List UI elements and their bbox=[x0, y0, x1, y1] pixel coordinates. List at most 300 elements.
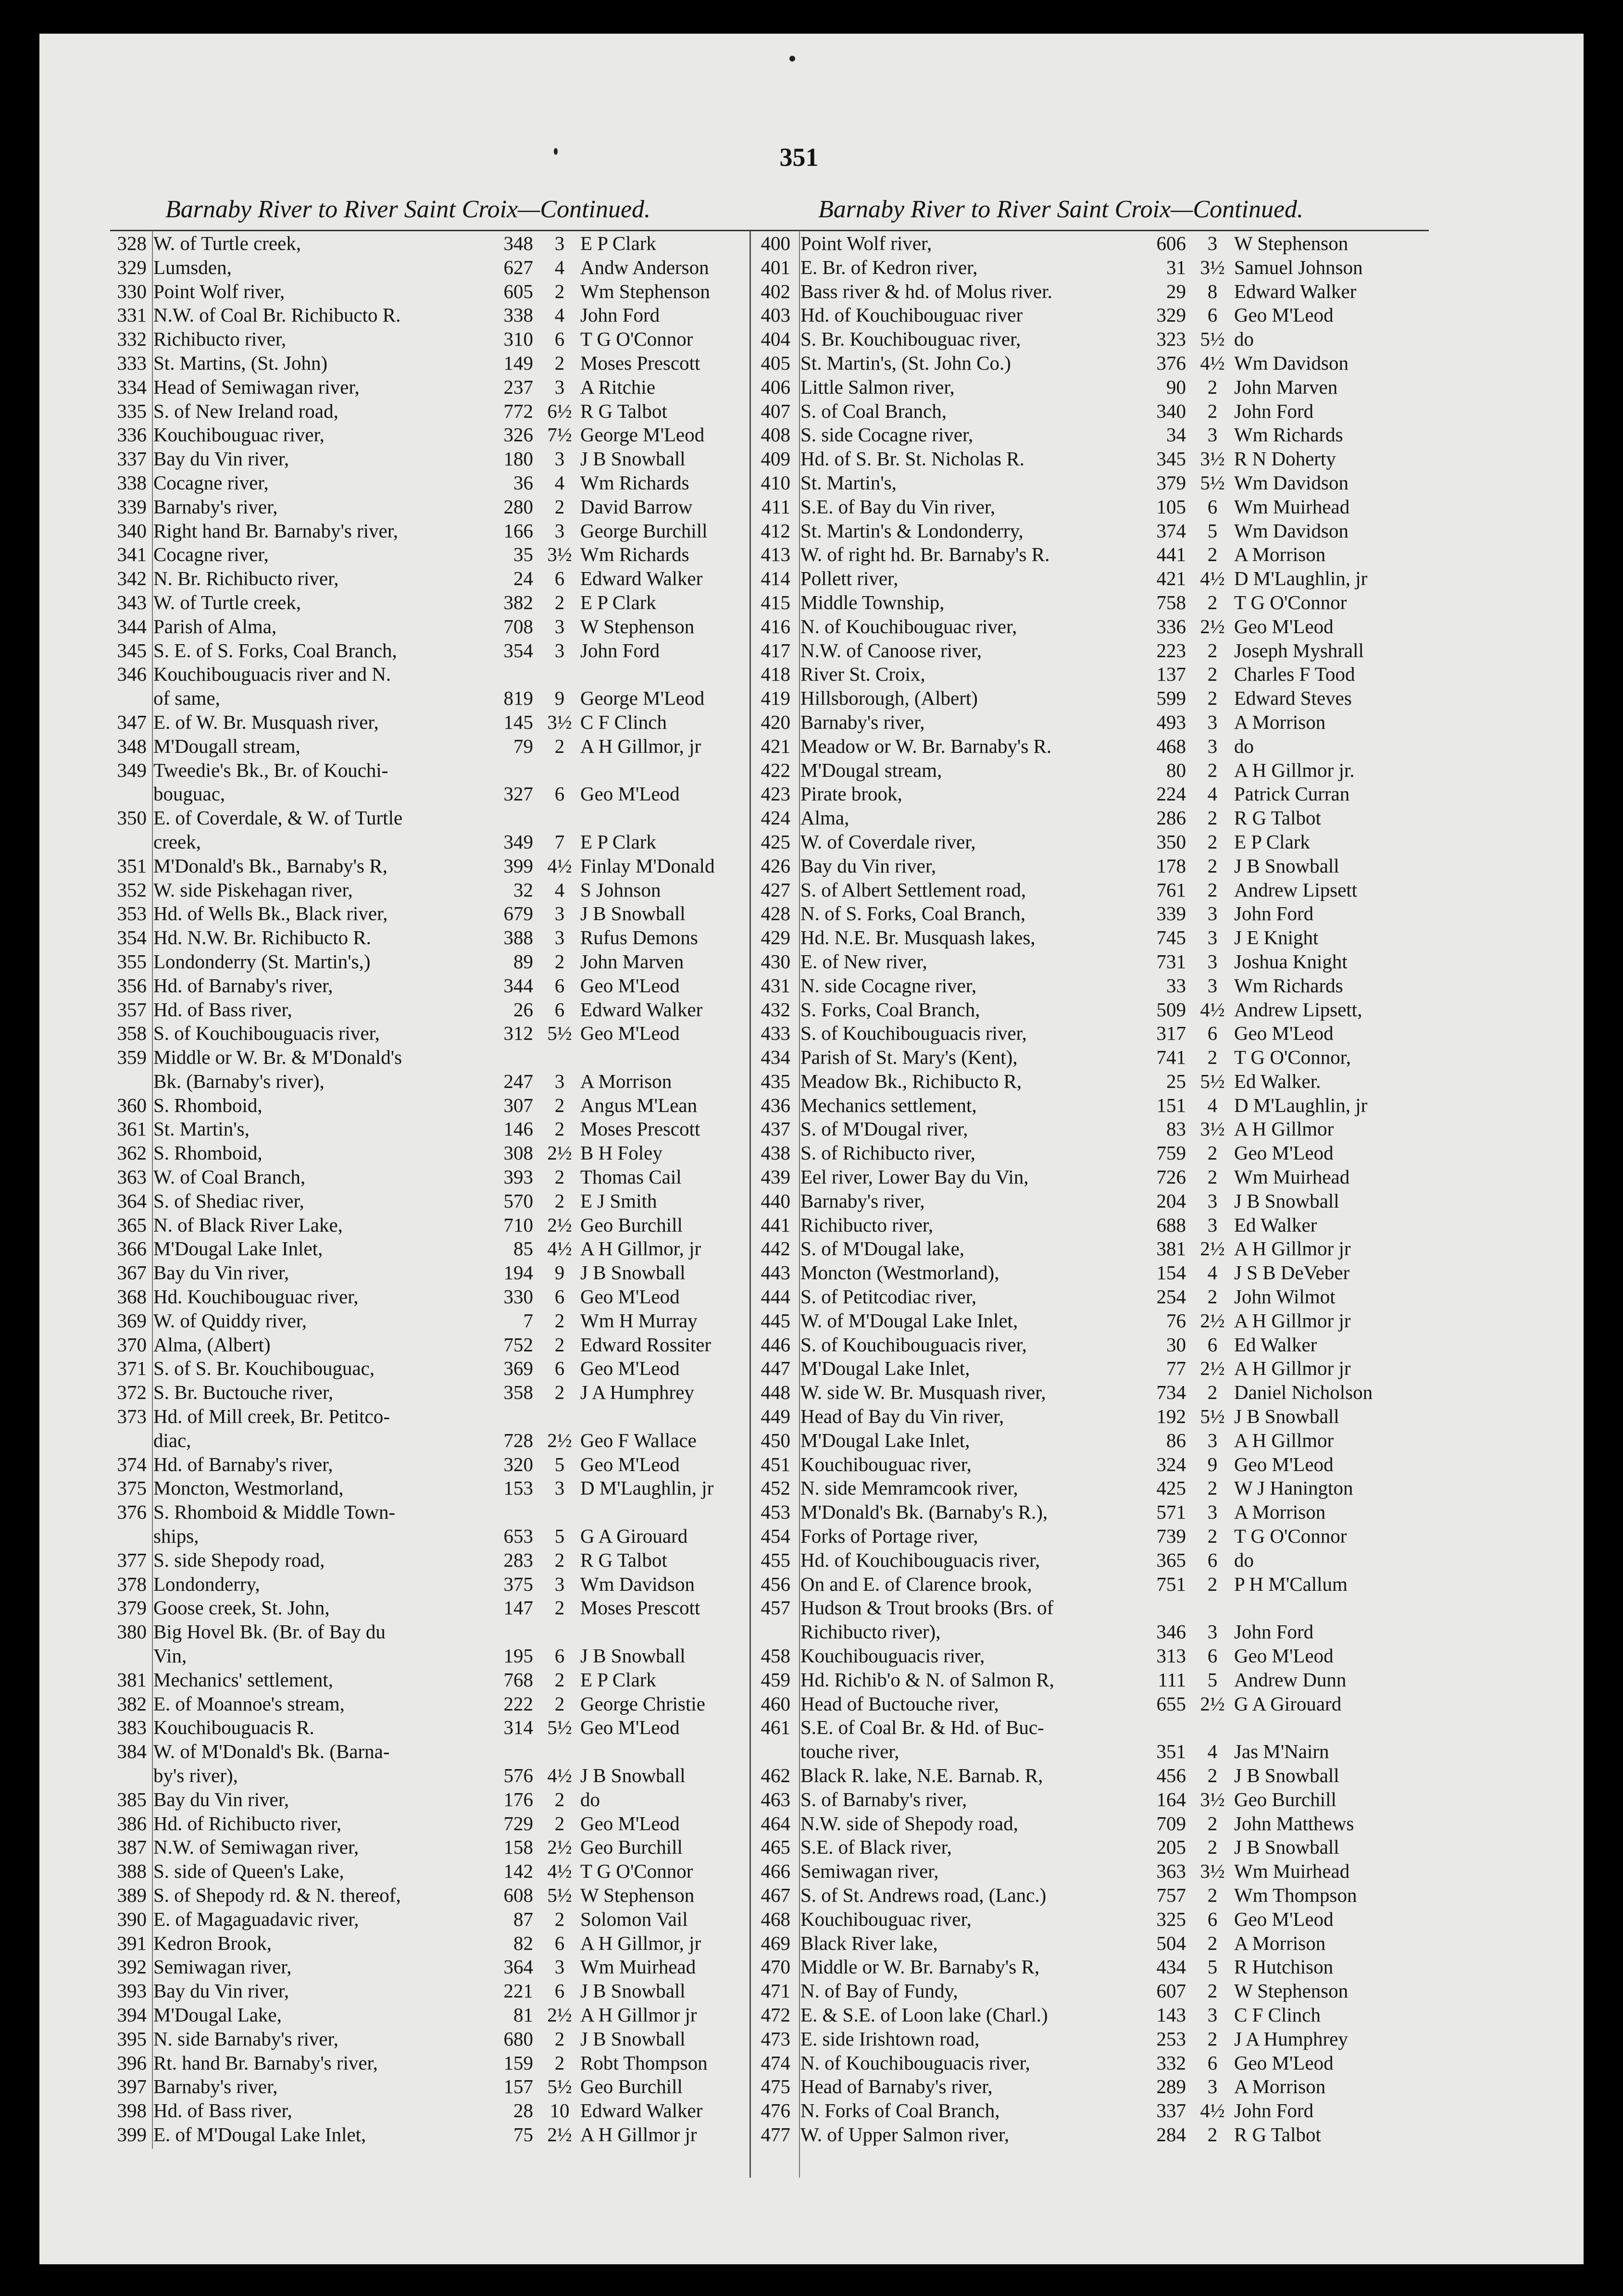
grant-location: Black R. lake, N.E. Barnab. R, bbox=[800, 1764, 1043, 1786]
grant-location: Hd. of Bass river, bbox=[153, 998, 292, 1021]
grant-location: Rt. hand Br. Barnaby's river, bbox=[153, 2051, 378, 2074]
grant-location: Head of Semiwagan river, bbox=[153, 375, 360, 398]
grant-rate: 2 bbox=[554, 950, 565, 973]
grant-acres: 571 bbox=[1156, 1501, 1186, 1523]
grant-acres: 332 bbox=[1156, 2051, 1186, 2074]
grant-location: S. Forks, Coal Branch, bbox=[800, 998, 980, 1021]
grant-rate: 3 bbox=[1207, 950, 1218, 973]
grant-acres: 284 bbox=[1156, 2123, 1186, 2146]
grant-rate: 3 bbox=[554, 615, 565, 637]
grant-rate: 2 bbox=[554, 1333, 565, 1356]
grant-rate: 3 bbox=[1207, 1213, 1218, 1236]
grant-rate: 4 bbox=[554, 878, 565, 901]
grant-acres: 223 bbox=[1156, 639, 1186, 661]
grant-number: 366 bbox=[117, 1237, 147, 1260]
grant-acres: 312 bbox=[503, 1022, 533, 1045]
grant-rate: 5 bbox=[1207, 1668, 1218, 1691]
grant-acres: 434 bbox=[1156, 1956, 1186, 1978]
grant-number: 365 bbox=[117, 1213, 147, 1236]
column-rule bbox=[152, 231, 153, 2149]
grant-location: Forks of Portage river, bbox=[800, 1525, 978, 1547]
grant-location: Lumsden, bbox=[153, 256, 232, 278]
grant-location: Hd. of Kouchibouguacis river, bbox=[800, 1548, 1040, 1571]
grant-number: 435 bbox=[761, 1070, 790, 1092]
grant-location: Londonderry (St. Martin's,) bbox=[153, 950, 371, 973]
grant-number: 427 bbox=[761, 878, 790, 901]
grantee-name: Wm Davidson bbox=[580, 1572, 695, 1595]
grant-number: 453 bbox=[761, 1501, 790, 1523]
grant-acres: 509 bbox=[1156, 998, 1186, 1021]
grant-location: E. of Moannoe's stream, bbox=[153, 1692, 345, 1715]
grant-rate: 3 bbox=[554, 1477, 565, 1499]
grantee-name: Ed Walker. bbox=[1234, 1070, 1321, 1092]
grant-acres: 289 bbox=[1156, 2075, 1186, 2098]
grant-location: Little Salmon river, bbox=[800, 375, 955, 398]
grant-acres: 105 bbox=[1156, 495, 1186, 518]
grant-location: W. of Upper Salmon river, bbox=[800, 2123, 1010, 2146]
grant-number: 386 bbox=[117, 1812, 147, 1834]
grantee-name: T G O'Connor, bbox=[1234, 1046, 1351, 1069]
grant-location: Middle Township, bbox=[800, 591, 945, 613]
grantee-name: Samuel Johnson bbox=[1234, 256, 1363, 278]
grantee-name: Geo M'Leod bbox=[1234, 615, 1334, 637]
grantee-name: A Morrison bbox=[1234, 543, 1326, 566]
grant-number: 374 bbox=[117, 1453, 147, 1475]
grant-rate: 5 bbox=[1207, 1956, 1218, 1978]
grant-acres: 317 bbox=[1156, 1022, 1186, 1045]
grant-rate: 3 bbox=[1207, 1189, 1218, 1212]
grant-rate: 2 bbox=[554, 1309, 565, 1332]
grant-location: Semiwagan river, bbox=[800, 1860, 939, 1883]
grant-rate: 2 bbox=[554, 1118, 565, 1140]
grant-location: N. Forks of Coal Branch, bbox=[800, 2099, 1000, 2122]
grant-location: Semiwagan river, bbox=[153, 1956, 292, 1978]
grant-number: 350 bbox=[117, 807, 147, 829]
grant-number: 382 bbox=[117, 1692, 147, 1715]
grant-location: Hd. of S. Br. St. Nicholas R. bbox=[800, 448, 1024, 470]
grant-number: 477 bbox=[761, 2123, 790, 2146]
grant-location: S. of Petitcodiac river, bbox=[800, 1285, 977, 1308]
grantee-name: John Ford bbox=[1234, 902, 1314, 925]
grant-rate: 2 bbox=[554, 2051, 565, 2074]
grant-number: 337 bbox=[117, 448, 147, 470]
grantee-name: Geo Burchill bbox=[1234, 1788, 1336, 1810]
grant-acres: 605 bbox=[503, 280, 533, 302]
grantee-name: R G Talbot bbox=[580, 1548, 667, 1571]
grant-number: 353 bbox=[117, 902, 147, 925]
grant-acres: 576 bbox=[503, 1764, 533, 1786]
grant-location: S. of M'Dougal river, bbox=[800, 1118, 968, 1140]
grant-location: N. of Bay of Fundy, bbox=[800, 1980, 958, 2002]
grant-location: E. of W. Br. Musquash river, bbox=[153, 711, 379, 733]
grant-acres: 142 bbox=[503, 1860, 533, 1883]
grant-number: 421 bbox=[761, 735, 790, 757]
grant-rate: 6½ bbox=[547, 399, 572, 422]
grant-location: N. of S. Forks, Coal Branch, bbox=[800, 902, 1026, 925]
grant-location: Middle or W. Br. Barnaby's R, bbox=[800, 1956, 1040, 1978]
grant-location: W. of M'Dougal Lake Inlet, bbox=[800, 1309, 1018, 1332]
grant-acres: 221 bbox=[503, 1980, 533, 2002]
grant-rate: 5½ bbox=[547, 1716, 572, 1739]
grant-location: E. & S.E. of Loon lake (Charl.) bbox=[800, 2003, 1048, 2026]
grant-location: S. of M'Dougal lake, bbox=[800, 1237, 965, 1260]
grantee-name: Wm H Murray bbox=[580, 1309, 698, 1332]
grant-acres: 709 bbox=[1156, 1812, 1186, 1834]
grant-location: Hd. N.W. Br. Richibucto R. bbox=[153, 926, 371, 949]
grant-rate: 2 bbox=[554, 1189, 565, 1212]
grant-rate: 6 bbox=[554, 783, 565, 805]
grant-location: W. of M'Donald's Bk. (Barna- bbox=[153, 1740, 390, 1763]
grantee-name: Wm Stephenson bbox=[580, 280, 710, 302]
grant-location: Hd. of Bass river, bbox=[153, 2099, 292, 2122]
grant-acres: 34 bbox=[1166, 424, 1186, 446]
grantee-name: E P Clark bbox=[1234, 830, 1310, 853]
grant-acres: 365 bbox=[1156, 1548, 1186, 1571]
grant-location: Bay du Vin river, bbox=[153, 1788, 289, 1810]
grant-acres: 157 bbox=[503, 2075, 533, 2098]
grant-acres: 35 bbox=[513, 543, 533, 566]
grant-number: 371 bbox=[117, 1357, 147, 1380]
grantee-name: Edward Walker bbox=[1234, 280, 1357, 302]
grant-rate: 2 bbox=[1207, 2123, 1218, 2146]
grant-location: S. of Albert Settlement road, bbox=[800, 878, 1026, 901]
grant-number: 471 bbox=[761, 1980, 790, 2002]
grant-rate: 5½ bbox=[1200, 1070, 1225, 1092]
grant-rate: 6 bbox=[554, 328, 565, 350]
grant-number: 363 bbox=[117, 1166, 147, 1188]
grantee-name: Finlay M'Donald bbox=[580, 854, 715, 877]
grantee-name: T G O'Connor bbox=[580, 1860, 693, 1883]
grant-number: 475 bbox=[761, 2075, 790, 2098]
grantee-name: Geo M'Leod bbox=[580, 1812, 680, 1834]
grant-acres: 154 bbox=[1156, 1261, 1186, 1284]
grant-location: Barnaby's river, bbox=[800, 1189, 925, 1212]
grant-rate: 3 bbox=[554, 1572, 565, 1595]
grant-location: Barnaby's river, bbox=[153, 495, 278, 518]
grant-rate: 2 bbox=[1207, 878, 1218, 901]
grant-acres: 726 bbox=[1156, 1166, 1186, 1188]
grant-location: S. Rhomboid, bbox=[153, 1094, 262, 1116]
grant-location: diac, bbox=[153, 1429, 191, 1451]
grant-rate: 6 bbox=[1207, 1333, 1218, 1356]
grant-location: Hd. Richib'o & N. of Salmon R, bbox=[800, 1668, 1054, 1691]
grantee-name: J A Humphrey bbox=[1234, 2027, 1348, 2050]
grant-number: 340 bbox=[117, 519, 147, 542]
grant-number: 368 bbox=[117, 1285, 147, 1308]
grant-number: 459 bbox=[761, 1668, 790, 1691]
grant-rate: 3 bbox=[1207, 711, 1218, 733]
grant-rate: 4½ bbox=[1200, 567, 1225, 590]
grantee-name: A H Gillmor jr bbox=[1234, 1357, 1351, 1380]
grant-number: 393 bbox=[117, 1980, 147, 2002]
grant-acres: 679 bbox=[503, 902, 533, 925]
grant-location: Pirate brook, bbox=[800, 783, 902, 805]
grant-location: E. of M'Dougal Lake Inlet, bbox=[153, 2123, 366, 2146]
grant-location: E. Br. of Kedron river, bbox=[800, 256, 978, 278]
grant-acres: 280 bbox=[503, 495, 533, 518]
grant-location: S. of Kouchibouguacis river, bbox=[800, 1022, 1027, 1045]
grantee-name: Andrew Lipsett bbox=[1234, 878, 1358, 901]
grantee-name: Geo Burchill bbox=[580, 1213, 683, 1236]
grant-rate: 2½ bbox=[1200, 1357, 1225, 1380]
grant-location: Londonderry, bbox=[153, 1572, 260, 1595]
grant-acres: 758 bbox=[1156, 591, 1186, 613]
grant-acres: 729 bbox=[503, 1812, 533, 1834]
grant-acres: 310 bbox=[503, 328, 533, 350]
grantee-name: J B Snowball bbox=[580, 1645, 686, 1667]
grant-rate: 4½ bbox=[547, 1237, 572, 1260]
grant-rate: 9 bbox=[554, 1261, 565, 1284]
grant-acres: 164 bbox=[1156, 1788, 1186, 1810]
grant-number: 424 bbox=[761, 807, 790, 829]
grant-acres: 24 bbox=[513, 567, 533, 590]
grant-number: 401 bbox=[761, 256, 790, 278]
grant-location: N. of Black River Lake, bbox=[153, 1213, 343, 1236]
grant-rate: 2 bbox=[1207, 1142, 1218, 1164]
column-separator bbox=[749, 231, 751, 2178]
grant-rate: 6 bbox=[554, 974, 565, 997]
grant-number: 403 bbox=[761, 304, 790, 326]
grant-number: 408 bbox=[761, 424, 790, 446]
grantee-name: A Morrison bbox=[1234, 711, 1326, 733]
grantee-name: E P Clark bbox=[580, 591, 656, 613]
grant-acres: 745 bbox=[1156, 926, 1186, 949]
grant-location: W. of right hd. Br. Barnaby's R. bbox=[800, 543, 1050, 566]
grant-number: 334 bbox=[117, 375, 147, 398]
grant-number: 414 bbox=[761, 567, 790, 590]
grant-number: 391 bbox=[117, 1932, 147, 1954]
grant-location: St. Martin's, bbox=[153, 1118, 250, 1140]
grant-number: 464 bbox=[761, 1812, 790, 1834]
grant-rate: 6 bbox=[1207, 2051, 1218, 2074]
grant-acres: 329 bbox=[1156, 304, 1186, 326]
grant-acres: 79 bbox=[513, 735, 533, 757]
grant-location: Hd. of Richibucto river, bbox=[153, 1812, 342, 1834]
grant-location: Meadow or W. Br. Barnaby's R. bbox=[800, 735, 1052, 757]
grantee-name: B H Foley bbox=[580, 1142, 662, 1164]
grant-location: E. of Coverdale, & W. of Turtle bbox=[153, 807, 403, 829]
grant-acres: 731 bbox=[1156, 950, 1186, 973]
grant-location: E. of New river, bbox=[800, 950, 927, 973]
grant-acres: 337 bbox=[1156, 2099, 1186, 2122]
grantee-name: J E Knight bbox=[1234, 926, 1319, 949]
grant-rate: 5 bbox=[554, 1525, 565, 1547]
grant-acres: 739 bbox=[1156, 1525, 1186, 1547]
grant-number: 460 bbox=[761, 1692, 790, 1715]
grantee-name: Edward Walker bbox=[580, 998, 703, 1021]
grant-acres: 819 bbox=[503, 687, 533, 710]
grant-acres: 222 bbox=[503, 1692, 533, 1715]
grant-acres: 364 bbox=[503, 1956, 533, 1978]
grant-acres: 340 bbox=[1156, 399, 1186, 422]
grant-number: 380 bbox=[117, 1621, 147, 1643]
grant-rate: 2 bbox=[1207, 2027, 1218, 2050]
grant-acres: 441 bbox=[1156, 543, 1186, 566]
grant-number: 356 bbox=[117, 974, 147, 997]
grant-number: 439 bbox=[761, 1166, 790, 1188]
grantee-name: J A Humphrey bbox=[580, 1381, 694, 1404]
grant-number: 328 bbox=[117, 232, 147, 254]
grantee-name: Patrick Curran bbox=[1234, 783, 1350, 805]
grantee-name: John Ford bbox=[1234, 2099, 1314, 2122]
grant-rate: 2½ bbox=[547, 1836, 572, 1859]
grant-acres: 768 bbox=[503, 1668, 533, 1691]
grant-number: 336 bbox=[117, 424, 147, 446]
grant-acres: 254 bbox=[1156, 1285, 1186, 1308]
grant-location: Kouchibouguac river, bbox=[800, 1453, 972, 1475]
grant-rate: 2 bbox=[1207, 1285, 1218, 1308]
grant-rate: 3 bbox=[554, 926, 565, 949]
grant-rate: 3 bbox=[554, 519, 565, 542]
grantee-name: Edward Walker bbox=[580, 567, 703, 590]
grant-acres: 369 bbox=[503, 1357, 533, 1380]
grant-acres: 688 bbox=[1156, 1213, 1186, 1236]
grantee-name: Joshua Knight bbox=[1234, 950, 1348, 973]
grant-acres: 388 bbox=[503, 926, 533, 949]
grant-rate: 3 bbox=[554, 1070, 565, 1092]
grant-rate: 2 bbox=[554, 591, 565, 613]
grant-number: 358 bbox=[117, 1022, 147, 1045]
grant-number: 470 bbox=[761, 1956, 790, 1978]
grant-acres: 80 bbox=[1166, 759, 1186, 781]
grant-rate: 4 bbox=[554, 471, 565, 494]
grant-rate: 3½ bbox=[1200, 1860, 1225, 1883]
grant-acres: 76 bbox=[1166, 1309, 1186, 1332]
grant-rate: 6 bbox=[1207, 1022, 1218, 1045]
grant-acres: 75 bbox=[513, 2123, 533, 2146]
grant-acres: 31 bbox=[1166, 256, 1186, 278]
print-speck bbox=[789, 56, 795, 62]
grantee-name: Moses Prescott bbox=[580, 1597, 700, 1619]
grantee-name: E P Clark bbox=[580, 830, 656, 853]
grant-acres: 111 bbox=[1158, 1668, 1186, 1691]
grantee-name: Geo M'Leod bbox=[580, 1716, 680, 1739]
grant-number: 361 bbox=[117, 1118, 147, 1140]
grant-location: Barnaby's river, bbox=[800, 711, 925, 733]
grant-rate: 4½ bbox=[547, 1860, 572, 1883]
grantee-name: R G Talbot bbox=[580, 399, 667, 422]
grant-location: M'Dougal Lake Inlet, bbox=[800, 1357, 970, 1380]
grant-number: 410 bbox=[761, 471, 790, 494]
grant-acres: 393 bbox=[503, 1166, 533, 1188]
grant-location: Richibucto river, bbox=[153, 328, 287, 350]
grantee-name: Geo M'Leod bbox=[580, 1285, 680, 1308]
grant-location: S. of Coal Branch, bbox=[800, 399, 947, 422]
grant-acres: 32 bbox=[513, 878, 533, 901]
grant-rate: 4 bbox=[1207, 1740, 1218, 1763]
grantee-name: W Stephenson bbox=[580, 1884, 695, 1906]
grant-location: ships, bbox=[153, 1525, 199, 1547]
grant-rate: 3 bbox=[1207, 424, 1218, 446]
grant-number: 451 bbox=[761, 1453, 790, 1475]
grant-acres: 143 bbox=[1156, 2003, 1186, 2026]
grant-location: W. of Quiddy river, bbox=[153, 1309, 307, 1332]
grantee-name: Edward Rossiter bbox=[580, 1333, 712, 1356]
grant-rate: 2 bbox=[554, 2027, 565, 2050]
grant-rate: 3 bbox=[1207, 926, 1218, 949]
grant-location: by's river), bbox=[153, 1764, 238, 1786]
grant-rate: 2 bbox=[1207, 1525, 1218, 1547]
grant-rate: 2 bbox=[1207, 1166, 1218, 1188]
grant-acres: 761 bbox=[1156, 878, 1186, 901]
grant-number: 360 bbox=[117, 1094, 147, 1116]
grant-acres: 25 bbox=[1166, 1070, 1186, 1092]
grant-location: W. of Coverdale river, bbox=[800, 830, 976, 853]
grant-number: 445 bbox=[761, 1309, 790, 1332]
grantee-name: Wm Davidson bbox=[1234, 519, 1348, 542]
grant-location: N. side Cocagne river, bbox=[800, 974, 977, 997]
grant-rate: 5½ bbox=[1200, 1405, 1225, 1428]
grant-acres: 137 bbox=[1156, 663, 1186, 686]
grant-number: 331 bbox=[117, 304, 147, 326]
grantee-name: John Matthews bbox=[1234, 1812, 1354, 1834]
grant-rate: 3 bbox=[1207, 232, 1218, 254]
grant-acres: 327 bbox=[503, 783, 533, 805]
grant-number: 426 bbox=[761, 854, 790, 877]
grant-acres: 77 bbox=[1166, 1357, 1186, 1380]
grant-rate: 6 bbox=[554, 1980, 565, 2002]
grant-rate: 2½ bbox=[547, 2003, 572, 2026]
grant-location: Hd. of Mill creek, Br. Petitco- bbox=[153, 1405, 390, 1428]
grant-acres: 308 bbox=[503, 1142, 533, 1164]
grant-location: Moncton, Westmorland, bbox=[153, 1477, 344, 1499]
grant-rate: 2 bbox=[554, 1094, 565, 1116]
grant-acres: 224 bbox=[1156, 783, 1186, 805]
grant-number: 367 bbox=[117, 1261, 147, 1284]
grantee-name: J B Snowball bbox=[580, 1980, 686, 2002]
page-number: 351 bbox=[779, 143, 819, 172]
grantee-name: David Barrow bbox=[580, 495, 693, 518]
grant-number: 436 bbox=[761, 1094, 790, 1116]
grantee-name: Geo M'Leod bbox=[1234, 1645, 1334, 1667]
grant-location: S. Rhomboid & Middle Town- bbox=[153, 1501, 396, 1523]
grant-number: 433 bbox=[761, 1022, 790, 1045]
grant-acres: 326 bbox=[503, 424, 533, 446]
grant-acres: 151 bbox=[1156, 1094, 1186, 1116]
grant-rate: 2 bbox=[554, 1788, 565, 1810]
grant-number: 438 bbox=[761, 1142, 790, 1164]
grant-rate: 9 bbox=[554, 687, 565, 710]
grant-rate: 2 bbox=[1207, 375, 1218, 398]
grant-rate: 7 bbox=[554, 830, 565, 853]
grant-number: 351 bbox=[117, 854, 147, 877]
grant-acres: 358 bbox=[503, 1381, 533, 1404]
grant-location: S.E. of Black river, bbox=[800, 1836, 952, 1859]
grant-location: S. of Kouchibouguacis river, bbox=[800, 1333, 1027, 1356]
grant-acres: 90 bbox=[1166, 375, 1186, 398]
grant-number: 469 bbox=[761, 1932, 790, 1954]
grant-number: 452 bbox=[761, 1477, 790, 1499]
grant-acres: 330 bbox=[503, 1285, 533, 1308]
grantee-name: Wm Muirhead bbox=[580, 1956, 696, 1978]
grant-location: Head of Buctouche river, bbox=[800, 1692, 999, 1715]
grantee-name: A H Gillmor jr bbox=[1234, 1309, 1351, 1332]
grantee-name: Charles F Tood bbox=[1234, 663, 1355, 686]
grant-rate: 3 bbox=[554, 448, 565, 470]
grantee-name: Geo M'Leod bbox=[1234, 1142, 1334, 1164]
grant-rate: 2 bbox=[554, 1812, 565, 1834]
grant-rate: 2½ bbox=[1200, 1237, 1225, 1260]
grant-number: 395 bbox=[117, 2027, 147, 2050]
grant-location: S. Rhomboid, bbox=[153, 1142, 262, 1164]
grant-location: Bay du Vin river, bbox=[153, 1261, 289, 1284]
grant-location: of same, bbox=[153, 687, 220, 710]
grant-acres: 379 bbox=[1156, 471, 1186, 494]
grant-location: S.E. of Coal Br. & Hd. of Buc- bbox=[800, 1716, 1044, 1739]
grant-number: 473 bbox=[761, 2027, 790, 2050]
grant-acres: 757 bbox=[1156, 1884, 1186, 1906]
grant-number: 387 bbox=[117, 1836, 147, 1859]
